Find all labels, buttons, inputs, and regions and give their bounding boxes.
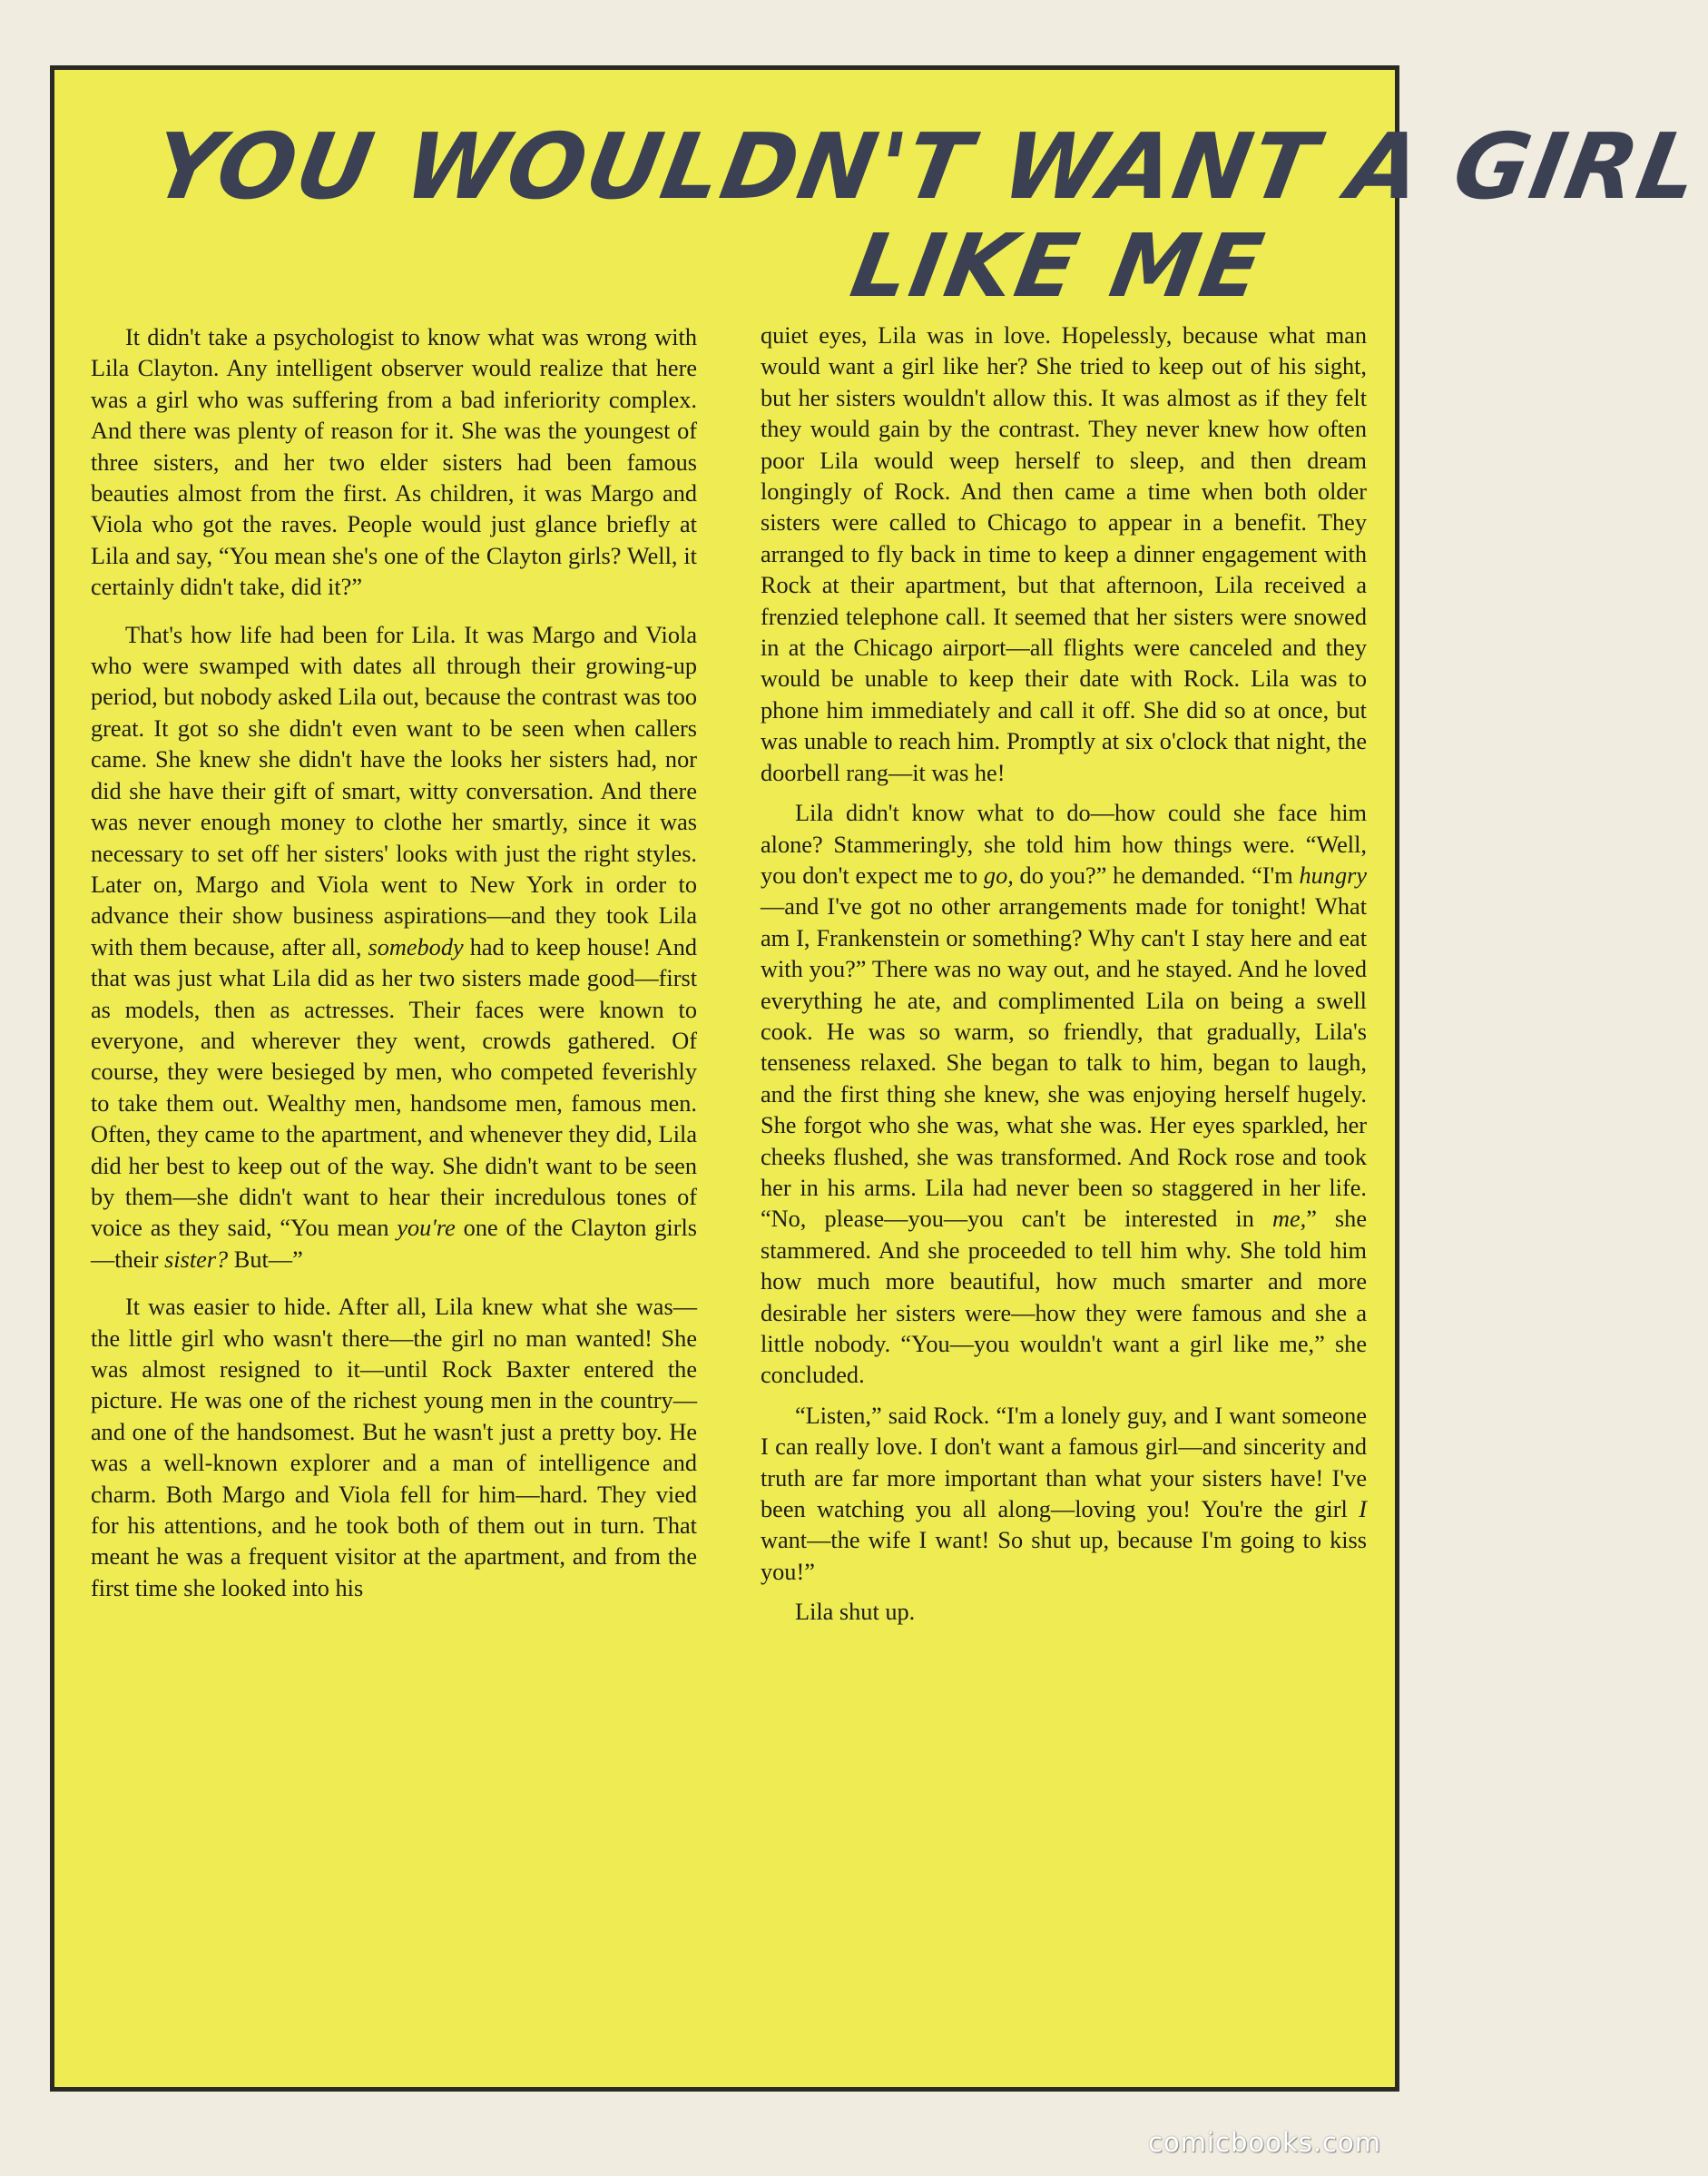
paragraph: It didn't take a psychologist to know what was wrong with Lila Clayton. Any intelligent observer would realize that here was a girl who was suffering from a bad inferiority complex. And there was plenty of reason for it. She was the youngest of three sisters, and her two elder sisters had been famous beauties almost from the first. As children, it was Margo and Viola who got the raves. People would just glance briefly at Lila and say, “You mean she's one of the Clayton girls? Well, it certainly didn't take, did it?” (91, 324, 697, 601)
left-text-column (91, 322, 697, 1613)
title-line-2: LIKE ME (844, 215, 1273, 317)
paragraph: Lila didn't know what to do—how could she face him alone? Stammeringly, she told him how things were. “Well, you don't expect me to go, do you?” he demanded. “I'm hungry—and I've got no other arrangements made for tonight! What am I, Frankenstein or something? Why can't I stay here and eat with you?” There was no way out, and he stayed. And he loved everything he ate, and complimented Lila on being a swell cook. He was so warm, so friendly, that gradually, Lila's tenseness relaxed. She began to talk to him, began to laugh, and the first thing she knew, she was enjoying herself hugely. She forgot who she was, what she was. Her eyes sparkled, her cheeks flushed, she was transformed. And Rock rose and took her in his arms. Lila had never been so staggered in her life. “No, please—you—you can't be interested in me,” she stammered. And she proceeded to tell him why. She told him how much more beautiful, how much smarter and more desirable her sisters were—how they were famous and she a little nobody. “You—you wouldn't want a girl like me,” she concluded. (761, 800, 1367, 1389)
paragraph: “Listen,” said Rock. “I'm a lonely guy, and I want someone I can really love. I don't want a famous girl—and sincerity and truth are far more important than what your sisters have! I've been watching you all along—loving you! You're the girl I want—the wife I want! So shut up, because I'm going to kiss you!” (761, 1402, 1367, 1585)
paragraph: That's how life had been for Lila. It was Margo and Viola who were swamped with dates all through their growing-up period, but nobody asked Lila out, because the contrast was too great. It got so she didn't even want to be seen when callers came. She knew she didn't have the looks her sisters had, nor did she have their gift of smart, witty conversation. And there was never enough money to clothe her smartly, since it was necessary to set off her sisters' looks with just the right styles. Later on, Margo and Viola went to New York in order to advance their show business aspirations—and they took Lila with them because, after all, somebody had to keep house! And that was just what Lila did as her two sisters made good—first as models, then as actresses. Their faces were known to everyone, and wherever they went, crowds gathered. Of course, they were besieged by men, who competed feverishly to take them out. Wealthy men, handsome men, famous men. Often, they came to the apartment, and whenever they did, Lila did her best to keep out of the way. She didn't want to be seen by them—she didn't want to hear their incredulous tones of voice as they said, “You mean you're one of the Clayton girls—their sister? But—” (91, 621, 698, 1273)
site-watermark: comicbooks.com (1148, 2127, 1381, 2158)
story-title (54, 70, 1708, 317)
right-text-column (761, 320, 1367, 1638)
title-line-1: YOU WOULDN'T WANT A GIRL (144, 113, 1708, 220)
paragraph: quiet eyes, Lila was in love. Hopelessly, because what man would want a girl like her? She tried to keep out of his sight, but her sisters wouldn't allow this. It was almost as if they felt they would gain by the contrast. They never knew how often poor Lila would weep herself to sleep, and then dream longingly of Rock. And then came a time when both older sisters were called to Chicago to appear in a benefit. They arranged to fly back in time to keep a dinner engagement with Rock at their apartment, but that afternoon, Lila received a frenzied telephone call. It seemed that her sisters were snowed in at the Chicago airport—all flights were canceled and they would be unable to keep their date with Rock. Lila was to phone him immediately and call it off. She did so at once, but was unable to reach him. Promptly at six o'clock that night, the doorbell rang—it was he! (761, 322, 1367, 786)
paragraph: It was easier to hide. After all, Lila knew what she was—the little girl who wasn't there—the girl no man wanted! She was almost resigned to it—until Rock Baxter entered the picture. He was one of the richest young men in the country—and one of the handsomest. But he wasn't just a pretty boy. He was a well-known explorer and a man of intelligence and charm. Both Margo and Viola fell for him—hard. They vied for his attentions, and he took both of them out in turn. That meant he was a frequent visitor at the apartment, and from the first time she looked into his (91, 1294, 697, 1601)
paragraph: Lila shut up. (795, 1599, 916, 1626)
story-panel (50, 65, 1708, 2092)
